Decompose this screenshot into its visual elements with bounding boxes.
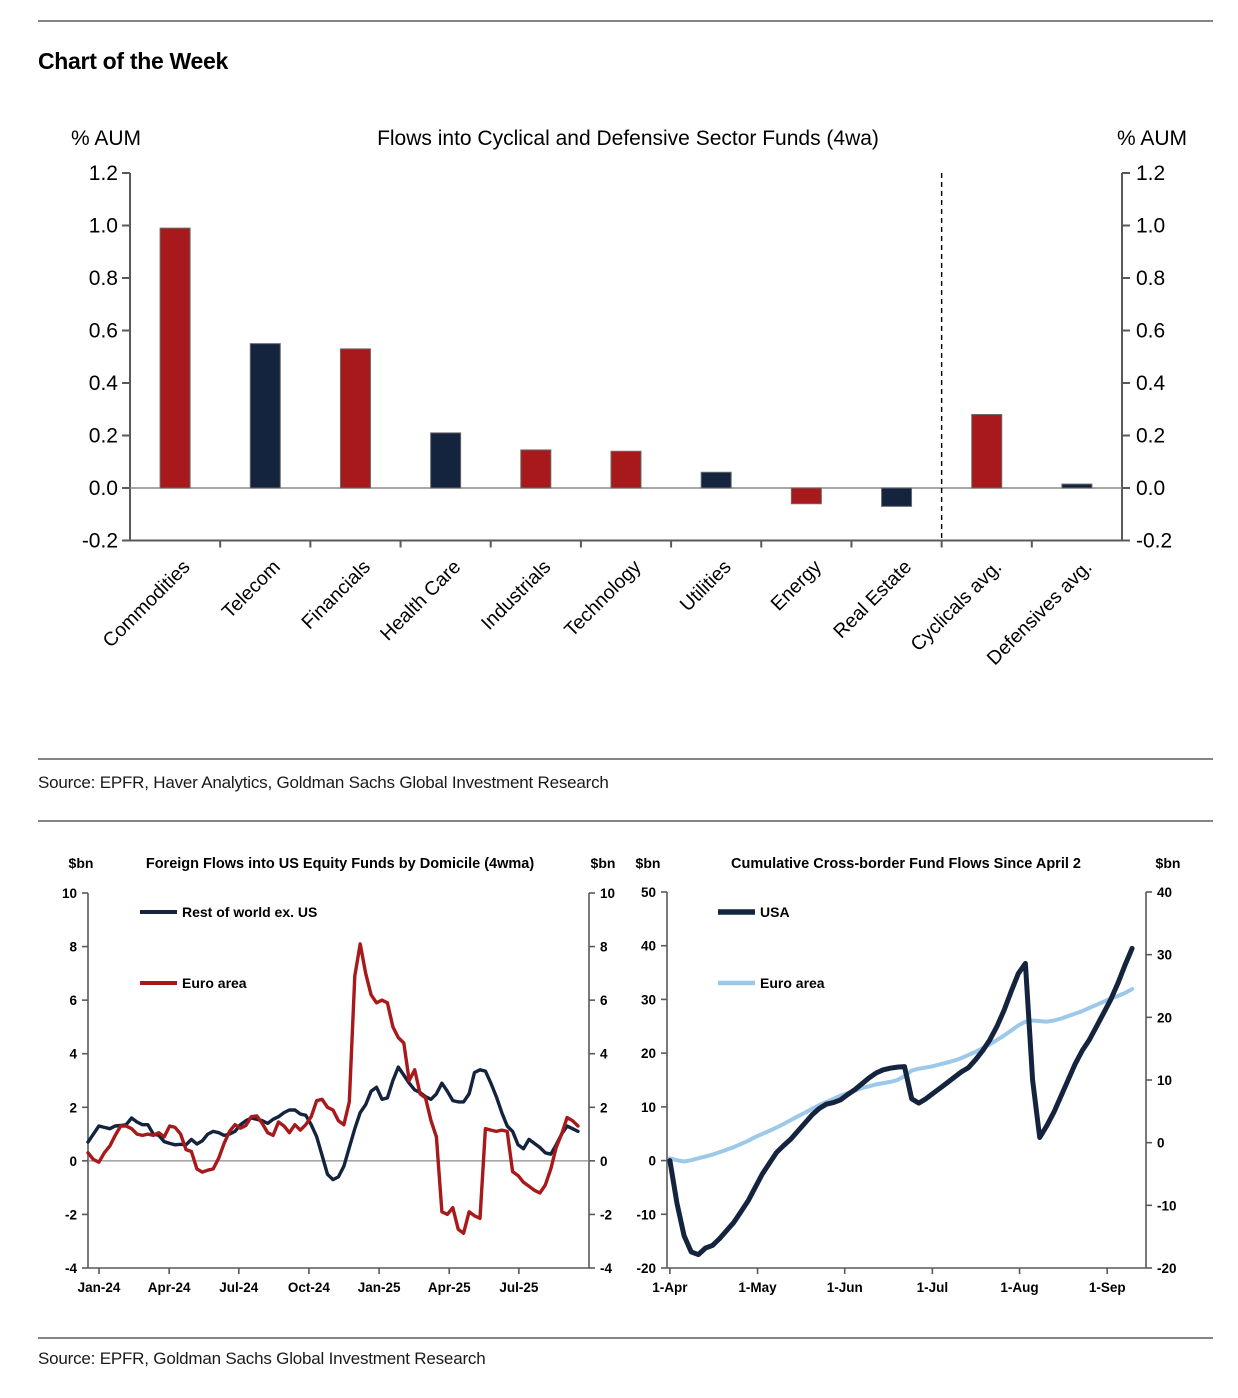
ytick-label-left: 4 (69, 1046, 77, 1062)
ytick-label-right: -2 (600, 1207, 613, 1223)
bar-ytick-label-right: 0.4 (1136, 372, 1166, 395)
ytick-label-left: 10 (640, 1099, 656, 1115)
bar-ytick-label-left: 1.2 (88, 162, 118, 185)
page-title: Chart of the Week (38, 48, 229, 75)
bar-ytick-label-left: -0.2 (81, 529, 118, 553)
bar-ytick-label-left: 0.8 (88, 267, 118, 290)
xtick-label: Jul-24 (219, 1280, 259, 1295)
bar-technology (611, 451, 641, 488)
ytick-label-left: 2 (69, 1100, 77, 1116)
source-note-bottom: Source: EPFR, Goldman Sachs Global Investment Research (38, 1349, 486, 1368)
xtick-label: Apr-25 (427, 1280, 471, 1295)
series-line-euro-area (670, 989, 1132, 1161)
xtick-label: Jan-25 (357, 1280, 401, 1295)
sector-flows-bar-chart (0, 100, 1238, 740)
xtick-label: 1-May (738, 1280, 777, 1295)
bar-ytick-label-right: -0.2 (1136, 529, 1173, 553)
ytick-label-right: 8 (600, 939, 608, 955)
divider-above-source (38, 758, 1213, 760)
xtick-label: 1-Jul (916, 1280, 949, 1295)
bar-telecom (250, 344, 280, 488)
axis-unit-right: $bn (1155, 855, 1181, 871)
bar-category-label: Industrials (476, 555, 556, 635)
ytick-label-right: 20 (1157, 1010, 1173, 1026)
ytick-label-right: 40 (1157, 885, 1173, 900)
source-note-top: Source: EPFR, Haver Analytics, Goldman Sachs Global Investment Research (38, 773, 609, 792)
bar-category-label: Telecom (217, 555, 285, 623)
bar-ytick-label-right: 0.6 (1136, 319, 1166, 343)
line-chart-title: Cumulative Cross-border Fund Flows Since April 2 (731, 856, 1081, 872)
bar-category-label: Real Estate (829, 555, 917, 643)
bar-category-label: Cyclicals avg. (906, 555, 1007, 656)
legend-label: Euro area (182, 975, 247, 991)
ytick-label-right: 10 (1157, 1073, 1173, 1088)
bar-category-label: Financials (297, 555, 375, 634)
bar-left-axis-unit: % AUM (70, 127, 142, 150)
bar-defensives-avg- (1062, 484, 1092, 488)
bar-industrials (521, 450, 551, 488)
line-chart-title: Foreign Flows into US Equity Funds by Domicile (4wma) (145, 856, 535, 872)
bar-ytick-label-left: 1.0 (88, 214, 118, 238)
bar-ytick-label-right: 0.2 (1136, 424, 1166, 448)
ytick-label-right: 2 (600, 1100, 608, 1116)
xtick-label: Jul-25 (499, 1280, 539, 1295)
ytick-label-left: 10 (61, 886, 77, 901)
bar-category-label: Energy (766, 555, 826, 616)
divider-top (38, 20, 1213, 22)
axis-unit-left: $bn (68, 855, 94, 871)
ytick-label-right: -4 (600, 1261, 613, 1276)
ytick-label-right: 30 (1157, 947, 1173, 963)
bar-ytick-label-left: 0.6 (88, 319, 118, 343)
xtick-label: Oct-24 (287, 1280, 330, 1295)
ytick-label-left: 50 (640, 885, 656, 900)
bar-ytick-label-left: 0.4 (88, 372, 118, 395)
bar-ytick-label-left: 0.2 (88, 424, 118, 448)
ytick-label-left: 0 (648, 1153, 656, 1169)
ytick-label-left: -20 (636, 1261, 656, 1276)
bar-health-care (431, 433, 461, 488)
bar-category-label: Utilities (675, 555, 736, 616)
ytick-label-left: 30 (640, 992, 656, 1008)
ytick-label-right: 0 (1157, 1135, 1165, 1151)
bar-commodities (160, 228, 190, 488)
bar-real-estate (882, 488, 912, 506)
ytick-label-left: -10 (636, 1207, 656, 1223)
xtick-label: 1-Sep (1088, 1280, 1126, 1295)
bar-ytick-label-right: 0.0 (1136, 477, 1166, 500)
xtick-label: Apr-24 (147, 1280, 191, 1295)
ytick-label-right: 4 (600, 1046, 608, 1062)
bar-financials (340, 349, 370, 488)
ytick-label-left: 40 (640, 938, 656, 954)
axis-unit-right: $bn (590, 855, 616, 871)
series-line-euro-area (88, 944, 578, 1233)
xtick-label: 1-Apr (652, 1280, 688, 1295)
bar-chart-title: Flows into Cyclical and Defensive Sector Funds (4wa) (377, 127, 879, 150)
divider-bottom (38, 1337, 1213, 1339)
ytick-label-left: 8 (69, 939, 77, 955)
ytick-label-left: 20 (640, 1046, 656, 1062)
bar-right-axis-unit: % AUM (1116, 127, 1188, 150)
ytick-label-right: -10 (1157, 1198, 1177, 1214)
series-line-usa (670, 948, 1132, 1254)
ytick-label-right: 10 (600, 886, 616, 901)
xtick-label: 1-Aug (1000, 1280, 1039, 1295)
bar-category-label: Commodities (98, 555, 195, 653)
divider-below-source (38, 820, 1213, 822)
bar-energy (791, 488, 821, 504)
ytick-label-left: -4 (64, 1261, 77, 1276)
bar-category-label: Technology (560, 555, 646, 642)
xtick-label: 1-Jun (826, 1280, 863, 1295)
ytick-label-left: 0 (69, 1153, 77, 1169)
legend-label: USA (760, 904, 790, 920)
bar-ytick-label-right: 1.0 (1136, 214, 1166, 238)
bottom-line-charts (0, 840, 1238, 1320)
bar-ytick-label-right: 1.2 (1136, 162, 1166, 185)
bar-cyclicals-avg- (972, 415, 1002, 489)
axis-unit-left: $bn (635, 855, 661, 871)
ytick-label-left: -2 (64, 1207, 77, 1223)
ytick-label-right: 6 (600, 993, 608, 1009)
bar-category-label: Defensives avg. (982, 555, 1097, 670)
bar-category-label: Health Care (376, 555, 466, 646)
bar-utilities (701, 472, 731, 488)
ytick-label-right: 0 (600, 1153, 608, 1169)
series-line-rest-of-world-ex-us (88, 1067, 578, 1180)
legend-label: Rest of world ex. US (182, 904, 318, 920)
bar-ytick-label-right: 0.8 (1136, 267, 1166, 290)
bar-ytick-label-left: 0.0 (88, 477, 118, 500)
ytick-label-left: 6 (69, 993, 77, 1009)
xtick-label: Jan-24 (77, 1280, 121, 1295)
legend-label: Euro area (760, 975, 825, 991)
ytick-label-right: -20 (1157, 1261, 1177, 1276)
